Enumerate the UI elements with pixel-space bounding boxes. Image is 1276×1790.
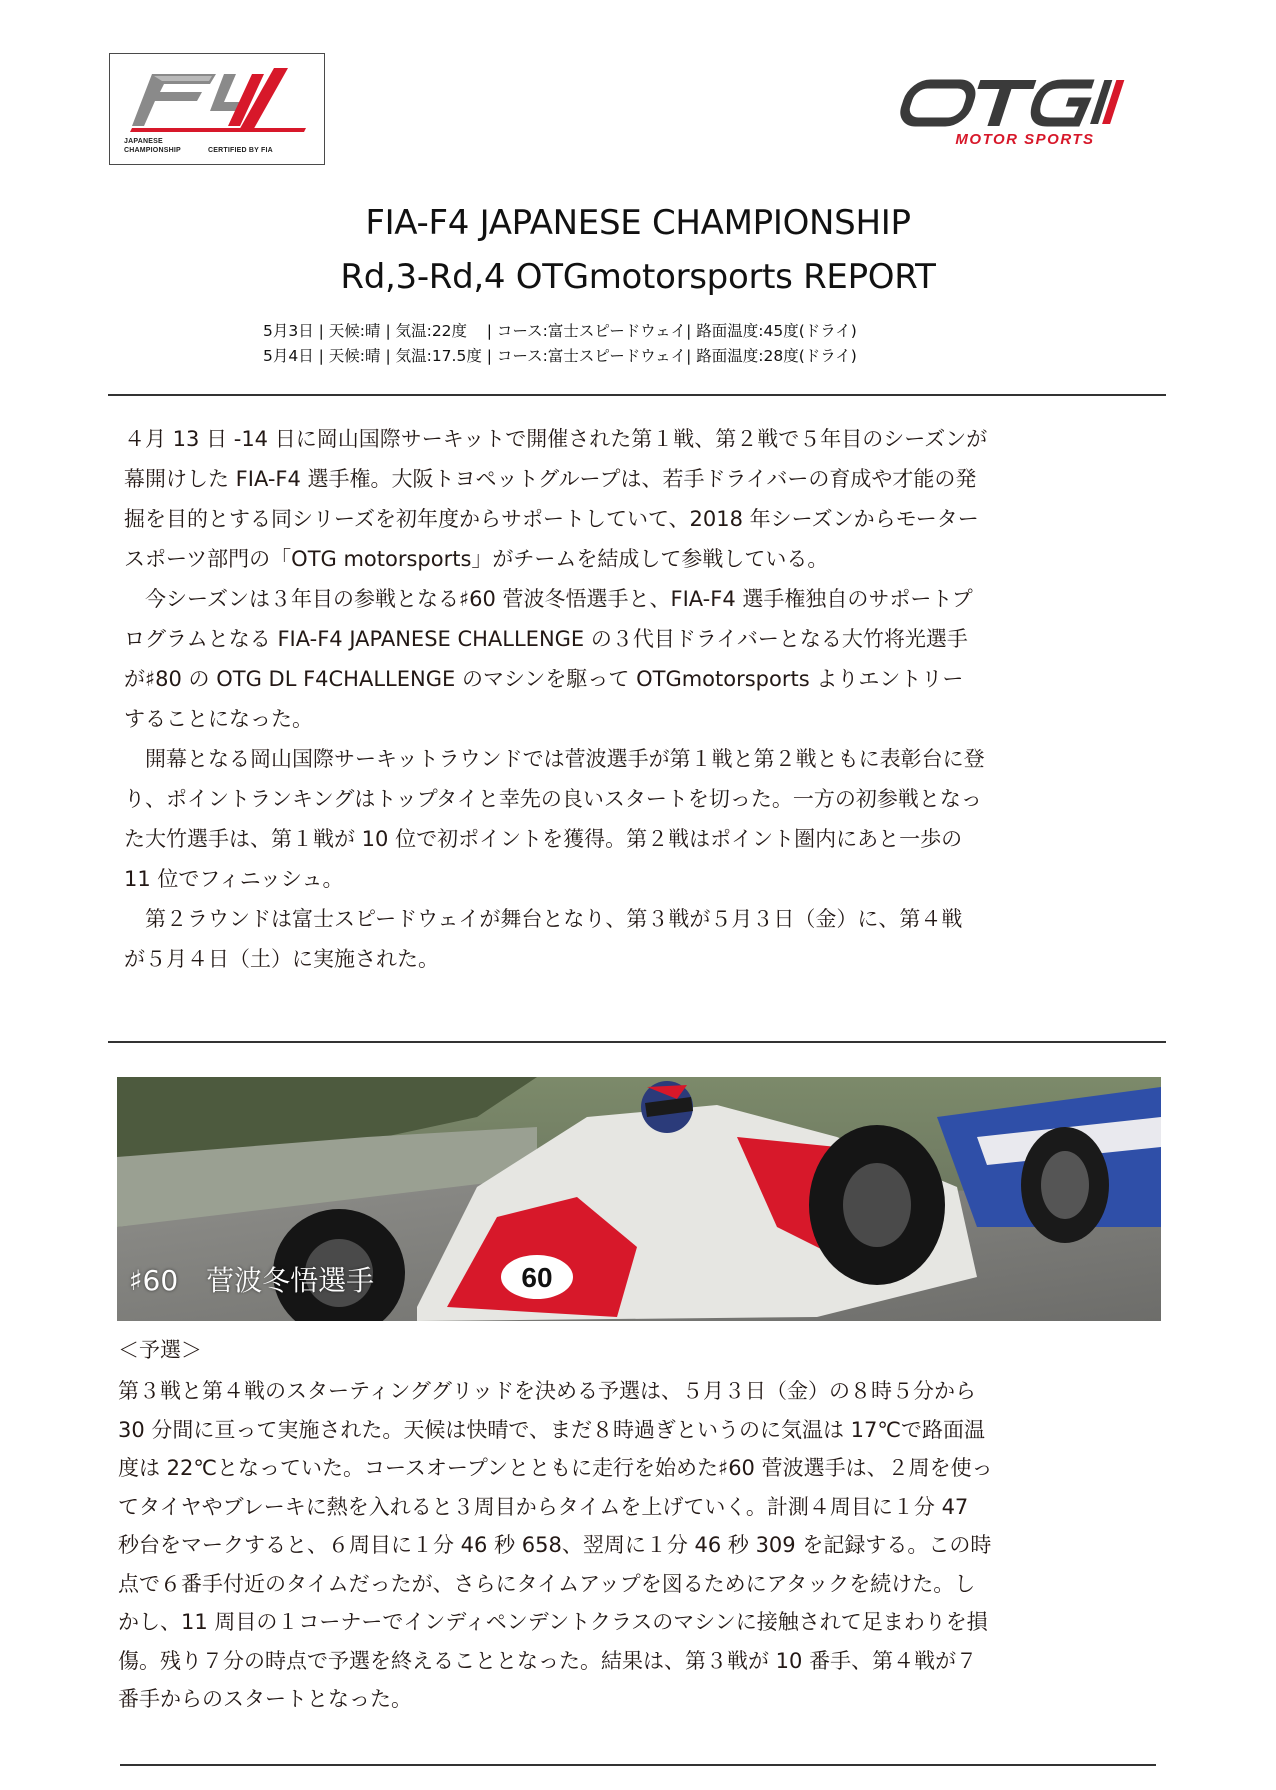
intro-line: り、ポイントランキングはトップタイと幸先の良いスタートを切った。一方の初参戦となっ (124, 787, 982, 811)
intro-line: が５月４日（土）に実施された。 (124, 947, 439, 971)
conditions-may4: 5月4日 | 天候:晴 | 気温:17.5度 | コース:富士スピードウェイ| 路面温度:28度(ドライ) (263, 347, 857, 365)
intro-line: ログラムとなる FIA-F4 JAPANESE CHALLENGE の３代目ドライバーとなる大竹将光選手 (124, 627, 968, 651)
intro-line: た大竹選手は、第１戦が 10 位で初ポイントを獲得。第２戦はポイント圏内にあと一歩の (124, 827, 963, 851)
qualifying-line: 点で６番手付近のタイムだったが、さらにタイムアップを図るためにアタックを続けた。し (118, 1571, 976, 1596)
photo-caption: ♯60 菅波冬悟選手 (129, 1264, 375, 1297)
qualifying-line: 30 分間に亘って実施された。天候は快晴で、まだ８時過ぎというのに気温は 17℃で路面温 (118, 1417, 985, 1442)
intro-line: スポーツ部門の「OTG motorsports」がチームを結成して参戦している。 (124, 547, 829, 571)
f4-logo-mark (124, 64, 314, 136)
otg-logo-subtitle: MOTOR SPORTS (955, 131, 1095, 148)
intro-section (124, 419, 1148, 979)
f4-logo-text-certified: CERTIFIED BY FIA (208, 147, 273, 154)
intro-line: 開幕となる岡山国際サーキットラウンドでは菅波選手が第１戦と第２戦ともに表彰台に登 (124, 747, 985, 771)
conditions-may3: 5月3日 | 天候:晴 | 気温:22度 | コース:富士スピードウェイ| 路面温度:45度(ドライ) (263, 322, 857, 340)
report-title-line1: FIA-F4 JAPANESE CHAMPIONSHIP (365, 203, 911, 243)
report-title-line2: Rd,3-Rd,4 OTGmotorsports REPORT (340, 257, 936, 297)
intro-line: 掘を目的とする同シリーズを初年度からサポートしていて、2018 年シーズンからモーター (124, 507, 979, 531)
divider (108, 394, 1166, 396)
f4-logo-text-championship: CHAMPIONSHIP (124, 147, 181, 154)
qualifying-section (118, 1372, 1158, 1719)
intro-line: することになった。 (124, 707, 313, 731)
intro-line: ４月 13 日 -14 日に岡山国際サーキットで開催された第１戦、第２戦で５年目のシーズンが (124, 427, 988, 451)
intro-line: 11 位でフィニッシュ。 (124, 867, 344, 891)
qualifying-heading: ＜予選＞ (118, 1338, 202, 1362)
f4-championship-logo (109, 53, 325, 165)
qualifying-line: 傷。残り７分の時点で予選を終えることとなった。結果は、第３戦が 10 番手、第４戦が７ (118, 1648, 978, 1673)
qualifying-line: てタイヤやブレーキに熱を入れると３周目からタイムを上げていく。計測４周目に１分 47 (118, 1494, 969, 1519)
divider (108, 1041, 1166, 1043)
qualifying-line: 秒台をマークすると、６周目に１分 46 秒 658、翌周に１分 46 秒 309 を記録する。この時 (118, 1533, 992, 1557)
intro-line: 第２ラウンドは富士スピードウェイが舞台となり、第３戦が５月３日（金）に、第４戦 (124, 907, 963, 931)
divider (120, 1764, 1156, 1766)
intro-line: が♯80 の OTG DL F4CHALLENGE のマシンを駆って OTGmotorsports よりエントリー (124, 667, 964, 691)
qualifying-line: かし、11 周目の１コーナーでインディペンデントクラスのマシンに接触されて足まわりを損 (118, 1610, 988, 1634)
otg-motorsports-logo (895, 78, 1150, 148)
race-car-photo (117, 1077, 1161, 1321)
car-number: 60 (521, 1262, 553, 1293)
otg-logo-mark (895, 78, 1150, 148)
f4-logo-text-japanese: JAPANESE (124, 138, 163, 145)
intro-line: 幕開けした FIA-F4 選手権。大阪トヨペットグループは、若手ドライバーの育成や才能の発 (124, 467, 977, 491)
intro-line: 今シーズンは３年目の参戦となる♯60 菅波冬悟選手と、FIA-F4 選手権独自のサポートプ (124, 587, 973, 611)
qualifying-line: 度は 22℃となっていた。コースオープンとともに走行を始めた♯60 菅波選手は、２周を使っ (118, 1456, 993, 1480)
qualifying-line: 番手からのスタートとなった。 (118, 1687, 412, 1711)
qualifying-line: 第３戦と第４戦のスターティンググリッドを決める予選は、５月３日（金）の８時５分から (118, 1379, 977, 1403)
